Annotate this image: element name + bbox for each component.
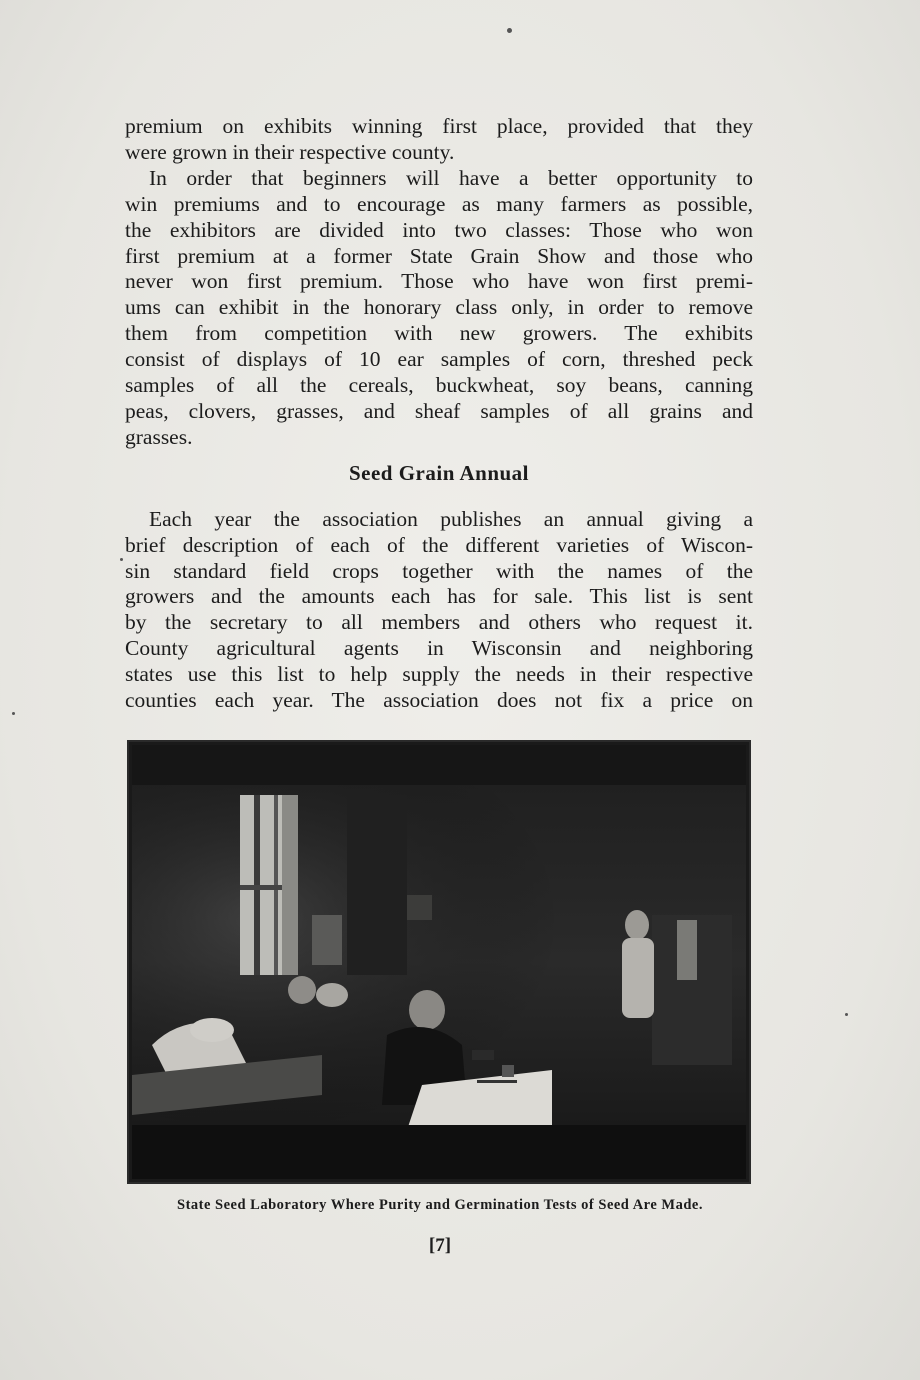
paragraph-seed-grain-annual <box>125 507 753 714</box>
laboratory-photo-illustration <box>132 745 746 1179</box>
text-line: consist of displays of 10 ear samples of corn, threshed peck <box>125 347 753 372</box>
ink-speck <box>120 558 123 561</box>
photo-caption: State Seed Laboratory Where Purity and Germination Tests of Seed Are Made. <box>177 1197 703 1213</box>
text-line: samples of all the cereals, buckwheat, soy beans, canning <box>125 373 753 398</box>
text-line: premium on exhibits winning first place, provided that they <box>125 114 753 138</box>
text-line: were grown in their respective county. <box>125 139 455 164</box>
text-line: Each year the association publishes an annual giving a <box>149 506 753 531</box>
section-heading: Seed Grain Annual <box>348 460 530 485</box>
ink-speck <box>845 1013 848 1016</box>
page-number: [7] <box>428 1235 452 1256</box>
text-line: them from competition with new growers. The exhibits <box>125 321 753 346</box>
text-line: the exhibitors are divided into two classes: Those who won <box>125 217 753 242</box>
paragraph-continuation <box>125 114 753 166</box>
text-line: brief description of each of the different varieties of Wiscon- <box>125 532 753 557</box>
text-line: win premiums and to encourage as many farmers as possible, <box>125 191 753 216</box>
body-text <box>125 114 753 714</box>
text-line: never won first premium. Those who have won first premi- <box>125 269 753 294</box>
text-line: first premium at a former State Grain Show and those who <box>125 243 753 268</box>
text-line: sin standard field crops together with the names of the <box>125 558 753 583</box>
ink-speck <box>12 712 15 715</box>
text-line: grasses. <box>125 424 193 449</box>
laboratory-photo <box>127 740 751 1184</box>
text-line: growers and the amounts each has for sale. This list is sent <box>125 584 753 609</box>
text-line: peas, clovers, grasses, and sheaf samples of all grains and <box>125 398 753 423</box>
ink-speck <box>507 28 512 33</box>
text-line: ums can exhibit in the honorary class only, in order to remove <box>125 295 753 320</box>
text-line: County agricultural agents in Wisconsin and neighboring <box>125 636 753 661</box>
paragraph-exhibitor-classes <box>125 166 753 451</box>
text-line: states use this list to help supply the needs in their respective <box>125 662 753 687</box>
text-line: by the secretary to all members and others who request it. <box>125 610 753 635</box>
text-line: In order that beginners will have a better opportunity to <box>149 165 753 190</box>
text-line: counties each year. The association does not fix a price on <box>125 688 753 713</box>
